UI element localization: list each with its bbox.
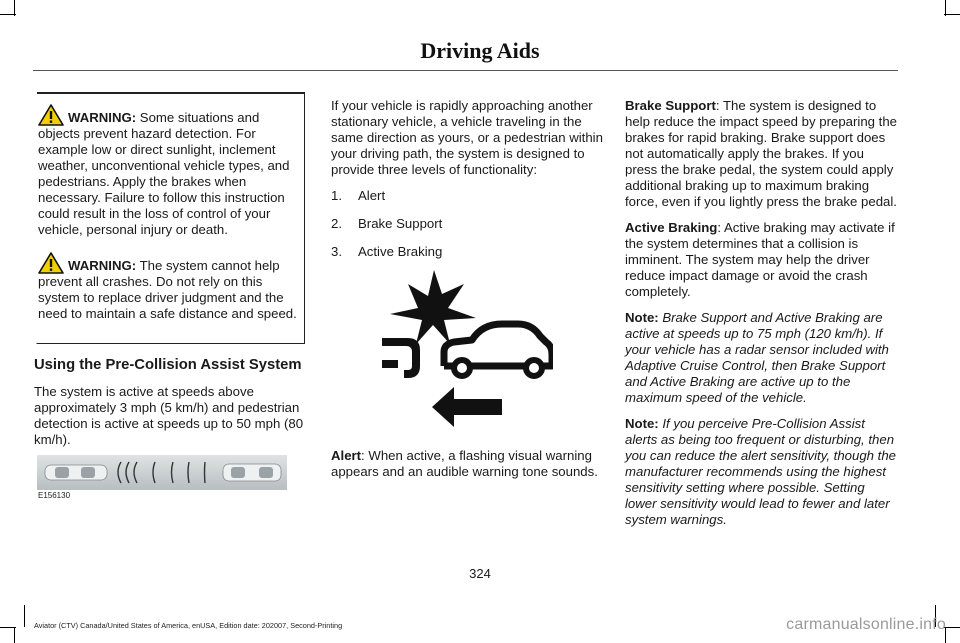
warning-triangle-icon (38, 252, 64, 274)
note-paragraph: Note: If you perceive Pre-Collision Assist alerts as being too frequent or disturbing, then you can reduce the alert sensitivity, though the manufacturer recommends using the highest sensitivity setting where possible. Setting lower sensitivity would lead to fewer and later system warnings. (625, 416, 896, 527)
alert-term: Alert (331, 448, 362, 463)
list-number: 3. (331, 244, 342, 259)
list-text: Alert (358, 188, 386, 203)
list-text: Active Braking (358, 244, 443, 259)
star-icon (390, 270, 476, 344)
arrow-left-icon (432, 387, 502, 427)
middle-column (331, 98, 603, 268)
crop-mark (0, 627, 16, 628)
list-number: 2. (331, 216, 342, 231)
warning-text: The system cannot help prevent all crashes. Do not rely on this system to replace driver judgment and the need to maintain a safe distance and speed. (38, 258, 297, 321)
left-column (38, 104, 300, 330)
alert-paragraph: Alert: When active, a flashing visual warning appears and an audible warning tone sounds. (331, 448, 598, 479)
active-braking-term: Active Braking (625, 220, 718, 235)
crop-mark (14, 627, 15, 643)
page-number: 324 (469, 566, 491, 581)
car-rear-icon (382, 338, 420, 378)
radar-illustration (37, 455, 287, 490)
footer-edition: Aviator (CTV) Canada/United States of America, enUSA, Edition date: 202007, Second-Printing (34, 621, 343, 630)
header-divider (33, 70, 898, 71)
warning-paragraph (38, 252, 300, 322)
watermark: carmanualsonline.info (786, 616, 946, 633)
right-column (625, 98, 897, 536)
left-column-lower (34, 356, 304, 456)
warning-text: Some situations and objects prevent hazard detection. For example low or direct sunlight, inclement weather, unconventional vehicle types, and pedestrians. Apply the brakes when necessary. Failure to follow this instruction could result in the loss of control of your vehicle, personal injury or death. (38, 110, 290, 237)
collision-warning-icon (378, 270, 553, 428)
warning-label: WARNING: (68, 258, 137, 273)
list-text: Brake Support (358, 216, 443, 231)
section-heading: Using the Pre-Collision Assist System (34, 357, 302, 373)
image-code: E156130 (38, 491, 71, 500)
warning-label: WARNING: (68, 110, 137, 125)
warning-paragraph (38, 104, 300, 238)
crop-mark (24, 605, 25, 627)
brake-support-paragraph: Brake Support: The system is designed to help reduce the impact speed by preparing the brakes for rapid braking. Brake support does not automatically apply the brakes. If you press the brake pedal, the system could apply additional braking up to maximum braking force, even if you lightly press the brake pedal. (625, 98, 897, 209)
active-braking-paragraph: Active Braking: Active braking may activate if the system determines that a collision is imminent. The system may help the driver reduce impact damage or avoid the crash completely. (625, 220, 895, 299)
intro-paragraph: If your vehicle is rapidly approaching another stationary vehicle, a vehicle traveling in the same direction as yours, or a pedestrian within your driving path, the system is designed to provide three levels of functionality: (331, 98, 603, 177)
page-title: Driving Aids (420, 38, 540, 63)
crop-mark (944, 14, 960, 15)
body-paragraph: The system is active at speeds above approximately 3 mph (5 km/h) and pedestrian detection is active at speeds up to 50 mph (80 km/h). (34, 384, 304, 447)
note-paragraph: Note: Brake Support and Active Braking are active at speeds up to 75 mph (120 km/h). If your vehicle has a radar sensor included with Adaptive Cruise Control, then Brake Support and Active Braking are active up to the maximum speed of the vehicle. (625, 310, 889, 405)
brake-support-term: Brake Support (625, 98, 716, 113)
list-item (331, 188, 603, 204)
list-number: 1. (331, 188, 342, 203)
middle-column-lower (331, 448, 603, 488)
list-item (331, 244, 603, 260)
list-item (331, 216, 603, 232)
warning-triangle-icon (38, 104, 64, 126)
note-label: Note: (625, 416, 659, 431)
crop-mark (0, 14, 16, 15)
note-label: Note: (625, 310, 659, 325)
crop-mark (944, 627, 960, 628)
